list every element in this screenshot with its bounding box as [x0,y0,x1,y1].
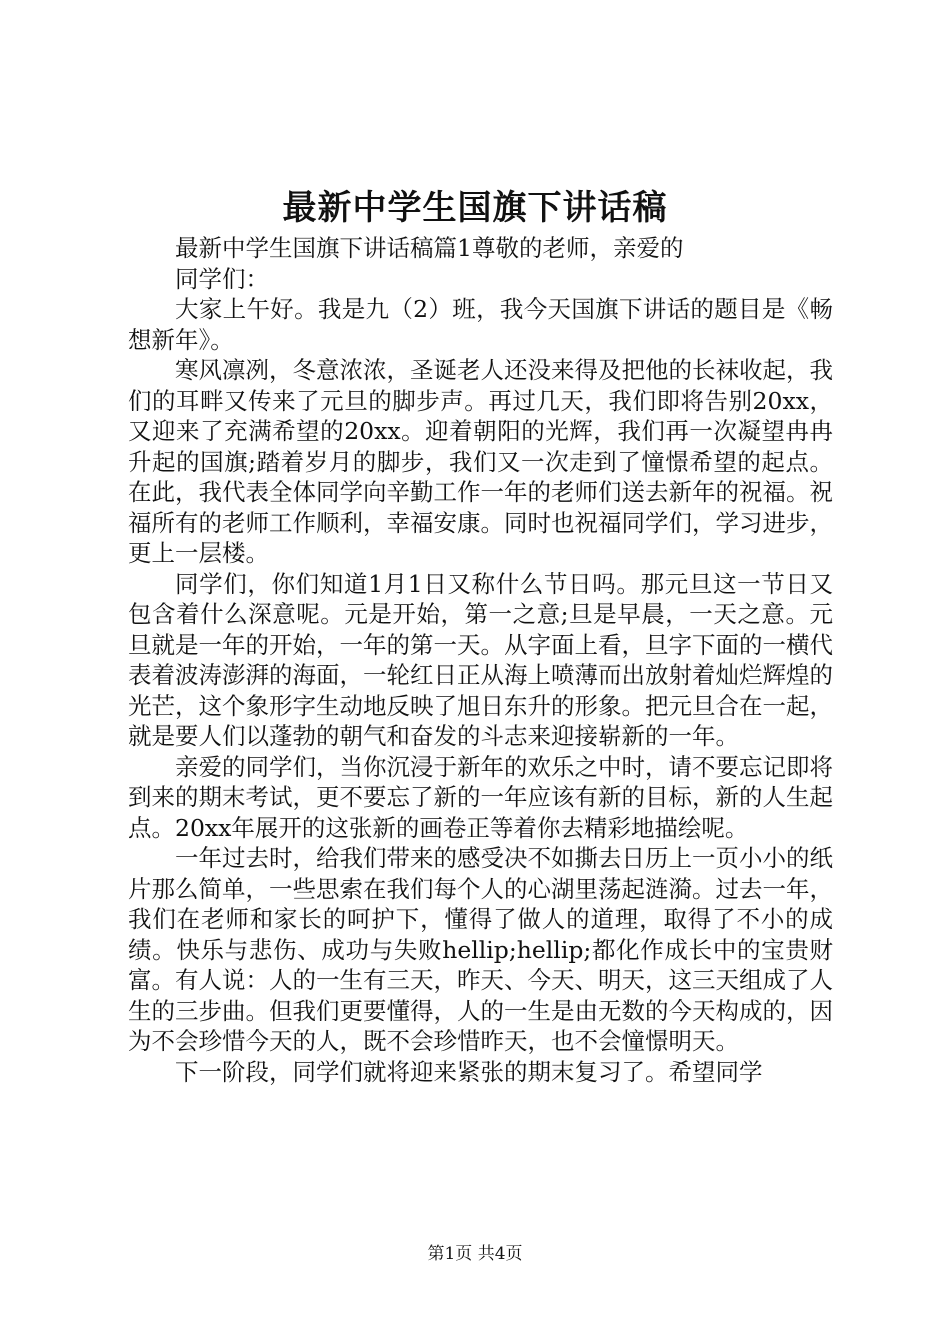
paragraph-reflection: 一年过去时，给我们带来的感受决不如撕去日历上一页小小的纸片那么简单，一些思索在我们每个人的心湖里荡起涟漪。过去一年，我们在老师和家长的呵护下，懂得了做人的道理，取得了不小的成绩。快乐与悲伤、成功与失败hellip;hellip;都化作成长中的宝贵财富。有人说：人的一生有三天，昨天、今天、明天，这三天组成了人生的三步曲。但我们更要懂得，人的一生是由无数的今天构成的，因为不会珍惜今天的人，既不会珍惜昨天，也不会憧憬明天。 [128,844,833,1055]
paragraph-winter: 寒风凛冽，冬意浓浓，圣诞老人还没来得及把他的长袜收起，我们的耳畔又传来了元旦的脚步声。再过几天，我们即将告别20xx，又迎来了充满希望的20xx。迎着朝阳的光辉，我们再一次凝望冉冉升起的国旗;踏着岁月的脚步，我们又一次走到了憧憬希望的起点。在此，我代表全体同学向辛勤工作一年的老师们送去新年的祝福。祝福所有的老师工作顺利，幸福安康。同时也祝福同学们，学习进步，更上一层楼。 [128,356,833,567]
paragraph-exam-reminder: 亲爱的同学们，当你沉浸于新年的欢乐之中时，请不要忘记即将到来的期末考试，更不要忘了新的一年应该有新的目标，新的人生起点。20xx年展开的这张新的画卷正等着你去精彩地描绘呢。 [128,752,833,842]
paragraph-intro: 最新中学生国旗下讲话稿篇1尊敬的老师，亲爱的 [175,234,684,262]
paragraph-new-year-meaning: 同学们，你们知道1月1日又称什么节日吗。那元旦这一节日又包含着什么深意呢。元是开始，第一之意;旦是早晨，一天之意。元旦就是一年的开始，一年的第一天。从字面上看，旦字下面的一横代表着波涛澎湃的海面，一轮红日正从海上喷薄而出放射着灿烂辉煌的光芒，这个象形字生动地反映了旭日东升的形象。把元旦合在一起，就是要人们以蓬勃的朝气和奋发的斗志来迎接崭新的一年。 [128,569,833,750]
document-title: 最新中学生国旗下讲话稿 [282,188,668,228]
paragraph-next-stage: 下一阶段，同学们就将迎来紧张的期末复习了。希望同学 [175,1057,763,1086]
paragraph-greeting: 大家上午好。我是九（2）班，我今天国旗下讲话的题目是《畅想新年》。 [128,295,833,354]
page-footer: 第1页 共4页 [427,1244,523,1264]
document-body [128,233,833,1087]
paragraph-salutation: 同学们： [175,264,269,293]
